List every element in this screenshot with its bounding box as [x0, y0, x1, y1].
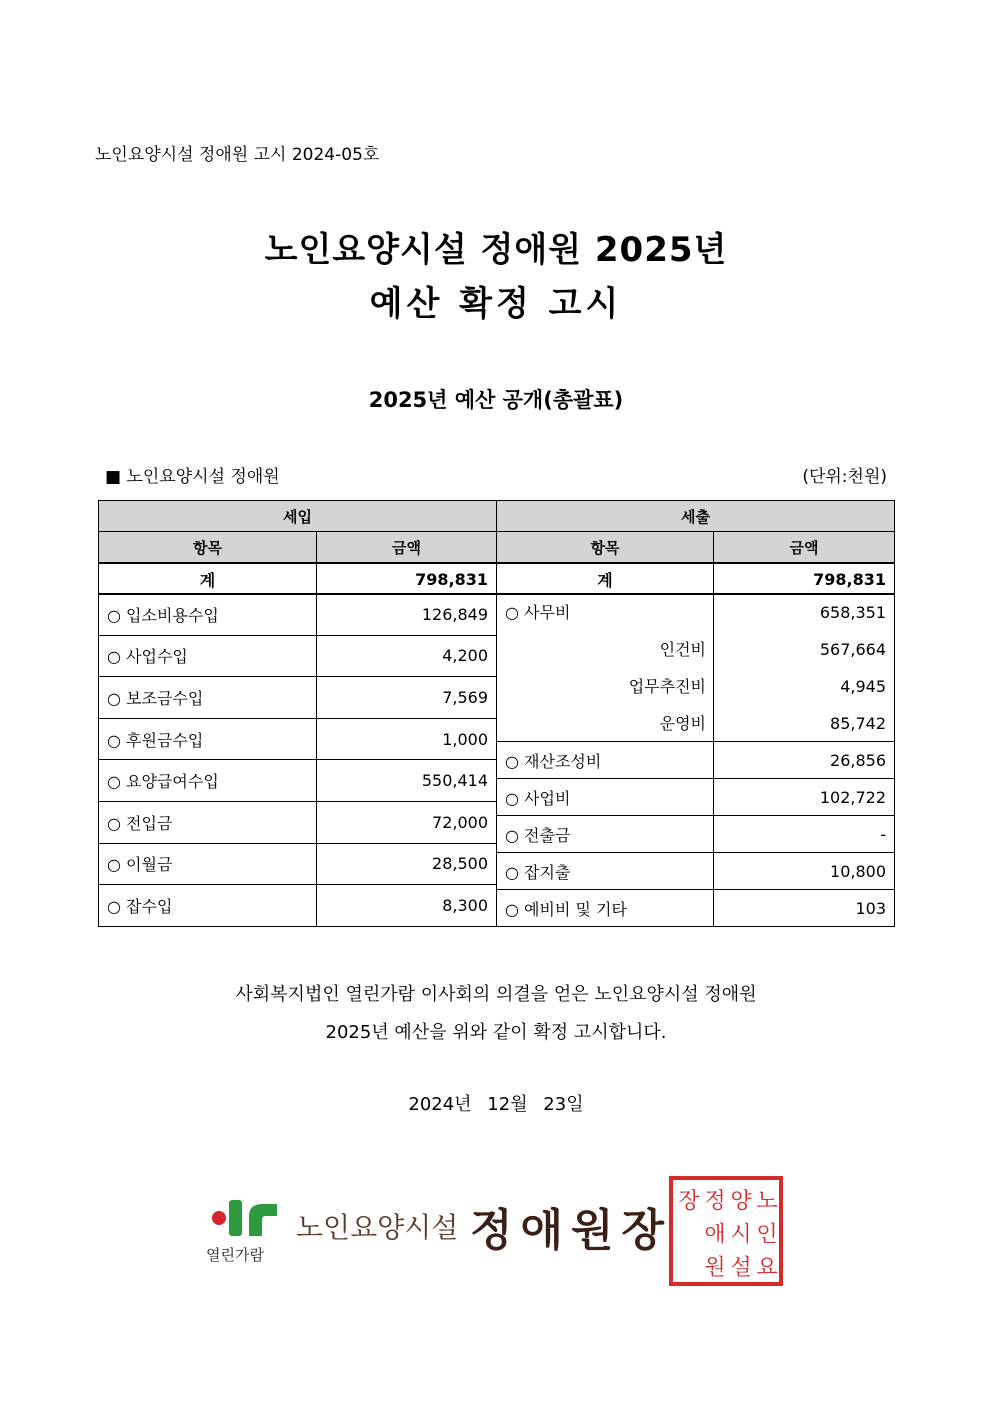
income-row-label: ○ 요양급여수입	[98, 759, 317, 802]
logo-r-icon	[249, 1204, 277, 1236]
notice-date: 2024년 12월 23일	[408, 1094, 584, 1115]
expense-row-amount: 10,800	[713, 852, 895, 890]
page-title-line1: 노인요양시설 정애원 2025년	[264, 230, 728, 270]
page-subtitle: 2025년 예산 공개(총괄표)	[368, 388, 624, 412]
income-row-label: ○ 사업수입	[98, 635, 317, 678]
income-header: 세입	[99, 501, 497, 532]
expense-office-amount: 658,351	[713, 593, 895, 631]
expense-row-amount: 26,856	[713, 741, 895, 779]
expense-row-label: ○ 재산조성비	[496, 741, 714, 779]
logo-stroke-icon	[229, 1200, 242, 1236]
income-row-label: ○ 입소비용수입	[98, 593, 317, 636]
expense-total-amount: 798,831	[714, 563, 895, 595]
income-total-label: 계	[99, 563, 317, 595]
seal-glyph: 설	[730, 1255, 752, 1281]
total-row	[99, 563, 895, 595]
page-title-line2: 예산 확정 고시	[369, 284, 623, 324]
signature-facility-type: 노인요양시설	[296, 1211, 459, 1244]
income-row-amount: 1,000	[316, 718, 497, 761]
expense-office-label: ○ 사무비	[496, 593, 714, 742]
income-row-label: ○ 보조금수입	[98, 676, 317, 719]
official-seal-stamp	[668, 1175, 784, 1287]
expense-sub-item-label: 운영비	[659, 714, 706, 733]
expense-sub-item-amount: 567,664	[713, 630, 895, 668]
seal-glyph: 애	[704, 1222, 726, 1248]
expense-amount-col: 금액	[714, 532, 895, 564]
seal-glyph: 노	[756, 1189, 778, 1214]
income-amount-col: 금액	[317, 532, 497, 564]
income-row-label: ○ 후원금수입	[98, 718, 317, 761]
expense-row-amount: -	[713, 815, 895, 853]
expense-row-label: ○ 사업비	[496, 778, 714, 816]
income-total-amount: 798,831	[317, 563, 497, 595]
income-row-label: ○ 이월금	[98, 843, 317, 886]
seal-glyphs	[678, 1189, 777, 1281]
closing-statement-line2: 2025년 예산을 위와 같이 확정 고시합니다.	[325, 1022, 667, 1043]
seal-glyph: 장	[678, 1189, 700, 1214]
logo-dot-icon	[212, 1211, 226, 1225]
income-row-amount: 28,500	[316, 843, 497, 886]
expense-sub-item-label: 업무추진비	[628, 677, 706, 696]
expense-row-label: ○ 예비비 및 기타	[496, 889, 714, 927]
income-row-label: ○ 전입금	[98, 801, 317, 844]
seal-glyph: 정	[704, 1189, 726, 1214]
signature-facility-name: 정애원장	[470, 1205, 673, 1256]
income-row-amount: 550,414	[316, 759, 497, 802]
seal-glyph: 인	[756, 1222, 778, 1248]
income-item-col: 항목	[99, 532, 317, 564]
organization-label: ■ 노인요양시설 정애원	[105, 467, 280, 487]
seal-glyph: 양	[730, 1189, 752, 1214]
expense-row-label: ○ 전출금	[496, 815, 714, 853]
expense-sub-item-amount: 4,945	[713, 667, 895, 705]
expense-header: 세출	[497, 501, 895, 532]
expense-sub-item-amount: 85,742	[713, 704, 895, 742]
unit-label: (단위:천원)	[802, 467, 887, 487]
notice-number: 노인요양시설 정애원 고시 2024-05호	[95, 145, 380, 165]
logo-text: 열린가람	[206, 1246, 264, 1264]
income-row-amount: 4,200	[316, 635, 497, 678]
income-row-label: ○ 잡수입	[98, 884, 317, 927]
income-row-amount: 72,000	[316, 801, 497, 844]
expense-row-label: ○ 잡지출	[496, 852, 714, 890]
seal-glyph: 원	[704, 1255, 726, 1281]
income-row-amount: 8,300	[316, 884, 497, 927]
expense-row-amount: 102,722	[713, 778, 895, 816]
seal-glyph: 시	[730, 1222, 752, 1248]
seal-glyph: 요	[756, 1255, 778, 1281]
expense-row-amount: 103	[713, 889, 895, 927]
income-row-amount: 126,849	[316, 593, 497, 636]
budget-summary-table	[98, 500, 895, 595]
expense-sub-item-label: 인건비	[659, 640, 706, 659]
expense-total-label: 계	[497, 563, 714, 595]
income-row-amount: 7,569	[316, 676, 497, 719]
expense-item-col: 항목	[497, 532, 714, 564]
closing-statement-line1: 사회복지법인 열린가람 이사회의 의결을 얻은 노인요양시설 정애원	[235, 984, 757, 1005]
